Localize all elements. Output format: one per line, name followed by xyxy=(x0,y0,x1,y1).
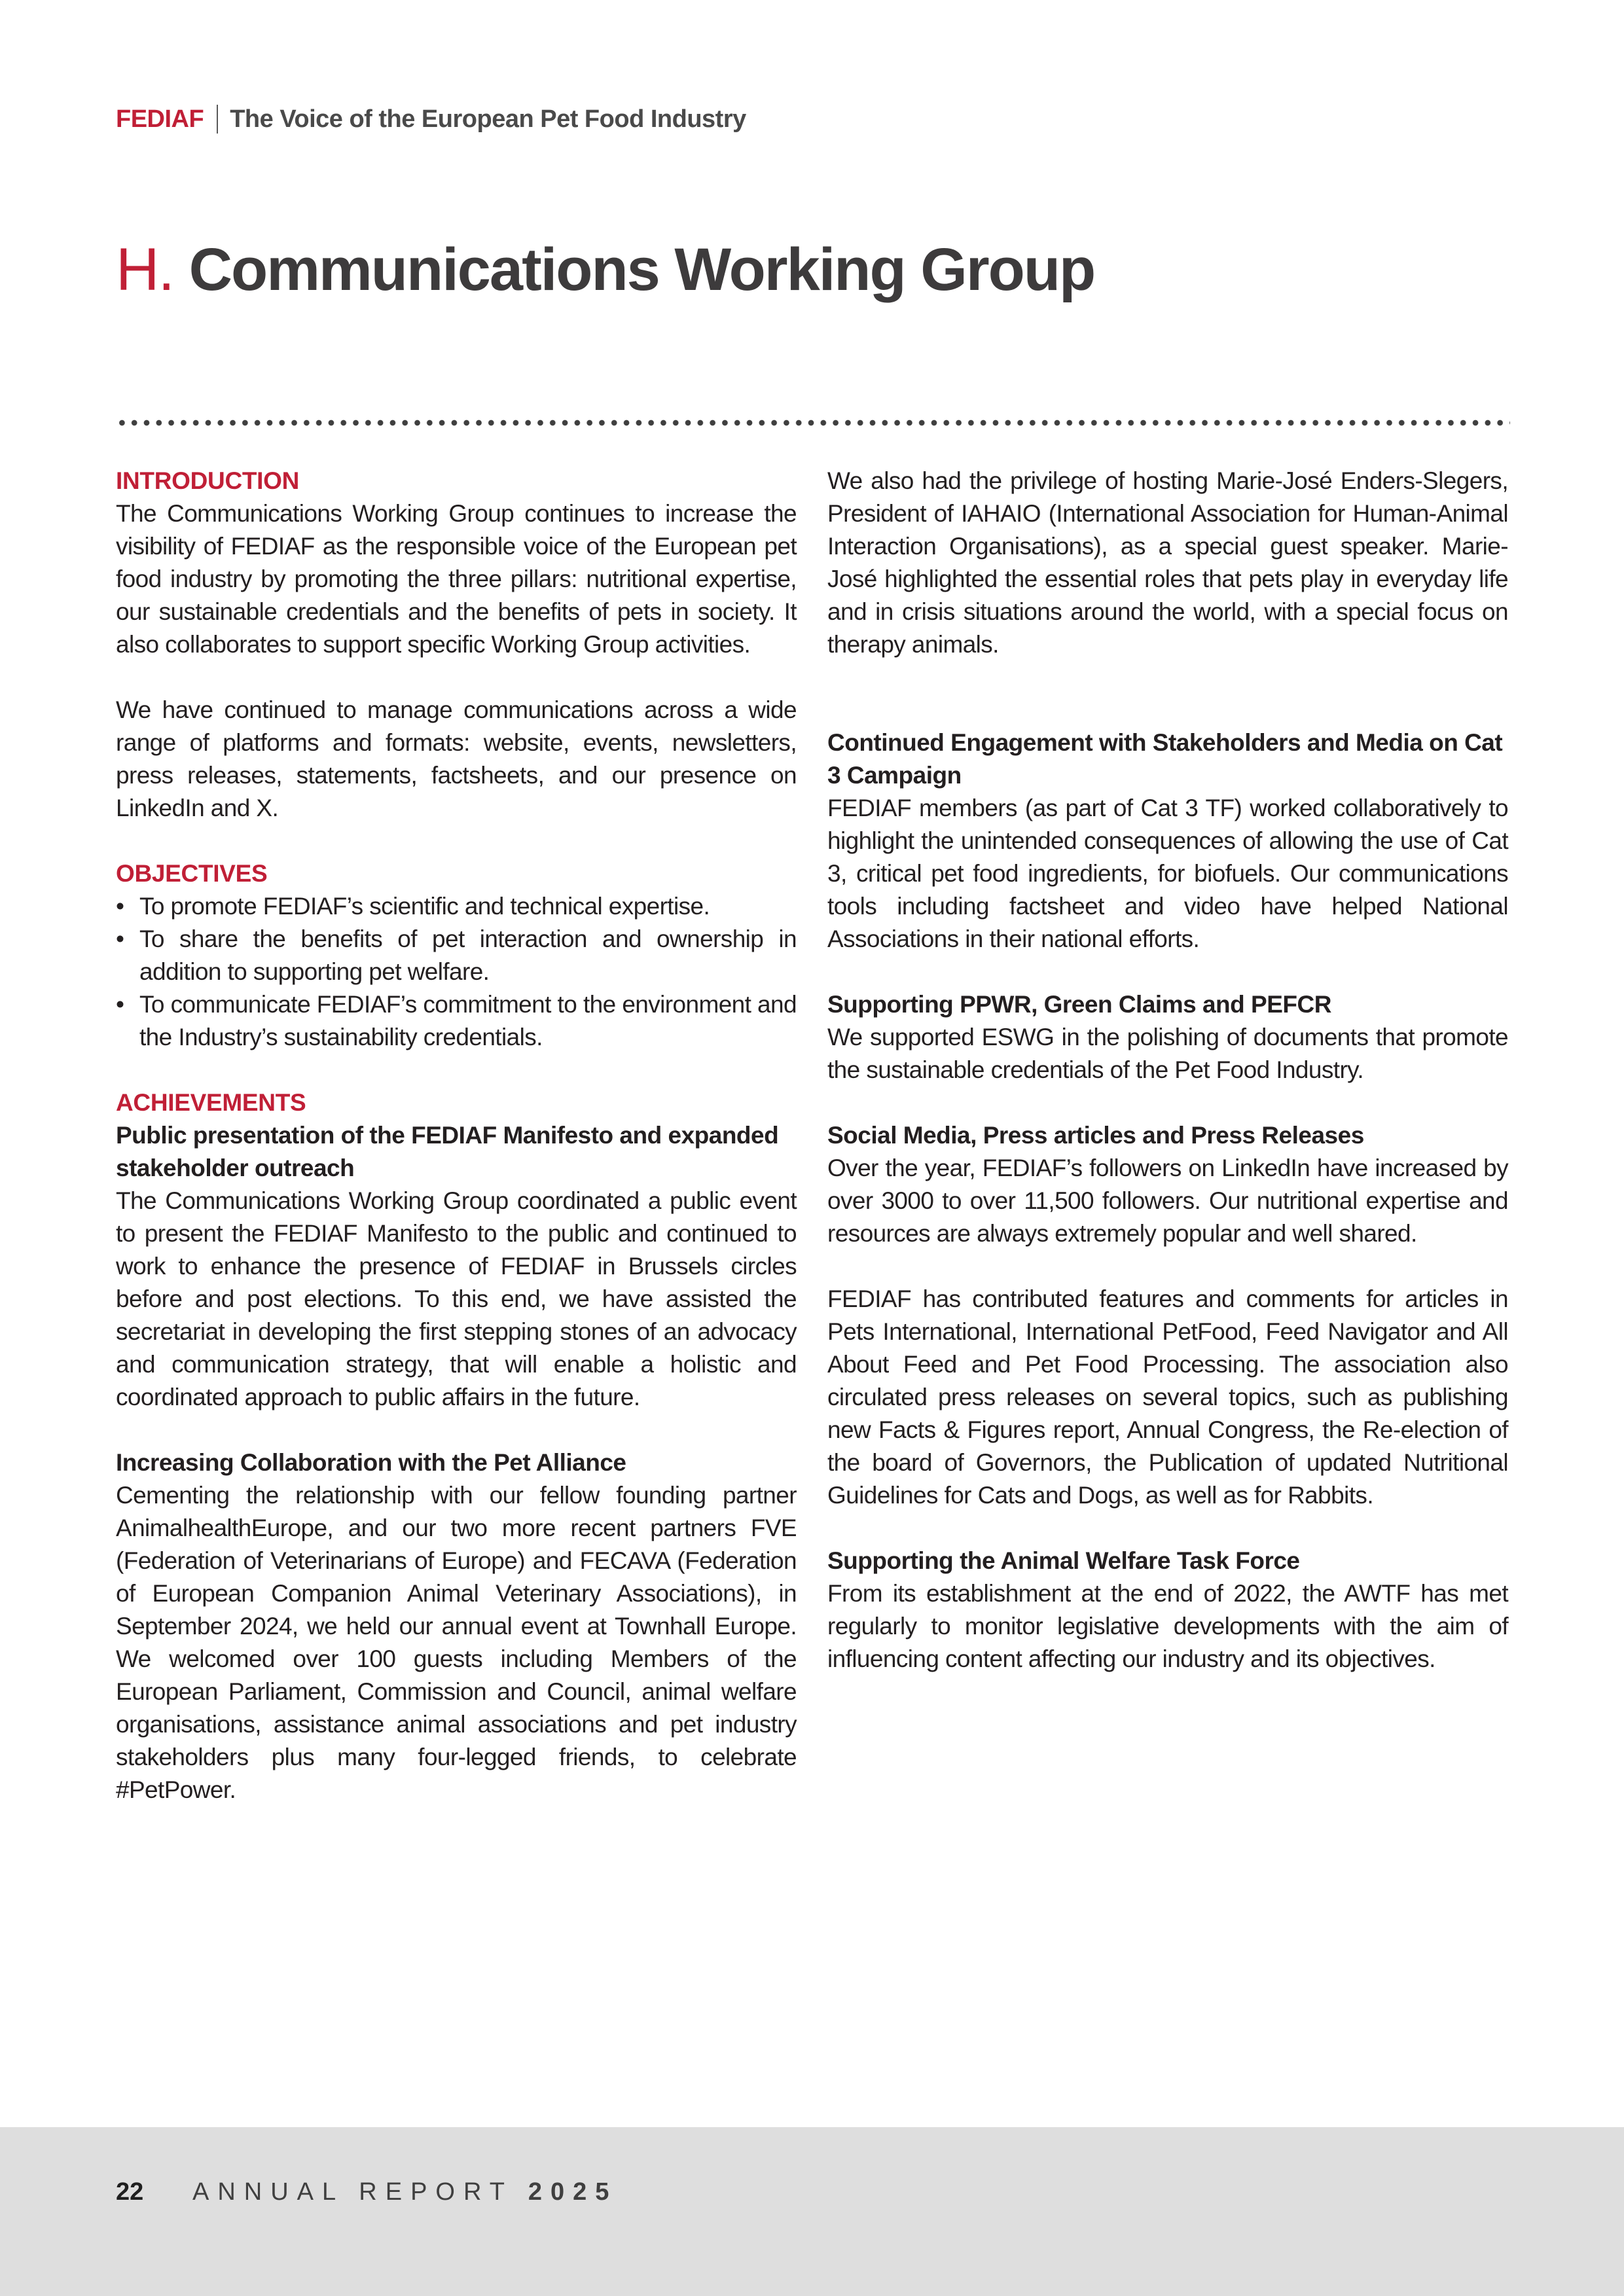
running-header xyxy=(116,105,746,134)
dotted-divider xyxy=(116,419,1510,427)
ppwr-paragraph: We supported ESWG in the polishing of documents that promote the sustainable credentials of the Pet Food Industry. xyxy=(827,1024,1508,1083)
objective-text: To communicate FEDIAF’s commitment to the environment and the Industry’s sustainability credentials. xyxy=(139,991,797,1050)
list-item xyxy=(116,890,797,923)
ppwr-heading: Supporting PPWR, Green Claims and PEFCR xyxy=(827,991,1331,1018)
spacer xyxy=(827,1512,1508,1545)
footer-band xyxy=(0,2127,1624,2296)
guest-speaker-paragraph: We also had the privilege of hosting Marie-José Enders-Slegers, President of IAHAIO (International Association for Human-Animal Interaction Organisations), as a special guest speaker. Marie-José highlighted the essential roles that pets play in everyday life and in crisis situations around the world, with a special focus on therapy animals. xyxy=(827,467,1508,658)
page-number: 22 xyxy=(116,2178,144,2206)
achievement-heading: Public presentation of the FEDIAF Manifesto and expanded stakeholder outreach xyxy=(116,1122,779,1181)
achievement-paragraph: The Communications Working Group coordinated a public event to present the FEDIAF Manifesto to the public and continued to work to enhance the presence of FEDIAF in Brussels circles before and post elections. To this end, we have assisted the secretariat in developing the first stepping stones of an advocacy and communication strategy, that will enable a holistic and coordinated approach to public affairs in the future. xyxy=(116,1187,797,1410)
introduction-heading: INTRODUCTION xyxy=(116,467,300,494)
objectives-heading: OBJECTIVES xyxy=(116,860,268,887)
social-media-heading: Social Media, Press articles and Press Releases xyxy=(827,1122,1364,1149)
header-tagline: The Voice of the European Pet Food Industry xyxy=(230,105,746,133)
objective-text: To share the benefits of pet interaction and ownership in addition to supporting pet welfare. xyxy=(139,925,797,985)
spacer xyxy=(116,1414,797,1446)
header-separator xyxy=(217,105,218,134)
spacer xyxy=(827,661,1508,726)
left-column xyxy=(116,465,797,1806)
brand-name: FEDIAF xyxy=(116,105,204,133)
introduction-paragraph: The Communications Working Group continues to increase the visibility of FEDIAF as the responsible voice of the European pet food industry by promoting the three pillars: nutritional expertise, our sustainable credentials and the benefits of pets in society. It also collaborates to support specific Working Group activities. xyxy=(116,500,797,658)
spacer xyxy=(116,1054,797,1086)
achievement-heading: Increasing Collaboration with the Pet Alliance xyxy=(116,1449,626,1476)
spacer xyxy=(827,1250,1508,1283)
spacer xyxy=(116,661,797,694)
report-label: ANNUAL REPORT xyxy=(192,2178,513,2206)
awtf-heading: Supporting the Animal Welfare Task Force xyxy=(827,1547,1300,1574)
right-column xyxy=(827,465,1508,1676)
introduction-paragraph: We have continued to manage communications across a wide range of platforms and formats: website, events, newsletters, press releases, statements, factsheets, and our presence on LinkedIn and X. xyxy=(116,696,797,821)
cat3-paragraph: FEDIAF members (as part of Cat 3 TF) worked collaboratively to highlight the unintended consequences of allowing the use of Cat 3, critical pet food ingredients, for biofuels. Our communications tools including factsheet and video have helped National Associations in their national efforts. xyxy=(827,795,1508,952)
objectives-list xyxy=(116,890,797,1054)
spacer xyxy=(827,956,1508,988)
spacer xyxy=(116,825,797,857)
social-media-paragraph: Over the year, FEDIAF’s followers on LinkedIn have increased by over 3000 to over 11,500 followers. Our nutritional expertise and resources are always extremely popular and well shared. xyxy=(827,1155,1508,1247)
press-paragraph: FEDIAF has contributed features and comments for articles in Pets International, International PetFood, Feed Navigator and All About Feed and Pet Food Processing. The association also circulated press releases on several topics, such as publishing new Facts & Figures report, Annual Congress, the Re-election of the board of Governors, the Publication of updated Nutritional Guidelines for Cats and Dogs, as well as for Rabbits. xyxy=(827,1285,1508,1509)
list-item xyxy=(116,988,797,1054)
bullet-icon: • xyxy=(116,925,124,952)
awtf-paragraph: From its establishment at the end of 2022, the AWTF has met regularly to monitor legislative developments with the aim of influencing content affecting our industry and its objectives. xyxy=(827,1580,1508,1672)
objective-text: To promote FEDIAF’s scientific and technical expertise. xyxy=(139,893,710,920)
cat3-heading: Continued Engagement with Stakeholders and Media on Cat 3 Campaign xyxy=(827,729,1503,789)
achievement-paragraph: Cementing the relationship with our fellow founding partner AnimalhealthEurope, and our two more recent partners FVE (Federation of Veterinarians of Europe) and FECAVA (Federation of European Companion Animal Veterinary Associations), in September 2024, we held our annual event at Townhall Europe. We welcomed over 100 guests including Members of the European Parliament, Commission and Council, animal welfare organisations, assistance animal associations and pet industry stakeholders plus many four-legged friends, to celebrate #PetPower. xyxy=(116,1482,797,1803)
list-item xyxy=(116,923,797,988)
achievements-heading: ACHIEVEMENTS xyxy=(116,1089,306,1116)
bullet-icon: • xyxy=(116,991,124,1018)
spacer xyxy=(827,1086,1508,1119)
report-year: 2025 xyxy=(528,2178,618,2206)
bullet-icon: • xyxy=(116,893,124,920)
section-letter: H. xyxy=(116,236,173,303)
page-title xyxy=(116,237,1094,303)
page-title-text: Communications Working Group xyxy=(189,236,1095,303)
footer-report-title xyxy=(192,2178,617,2206)
